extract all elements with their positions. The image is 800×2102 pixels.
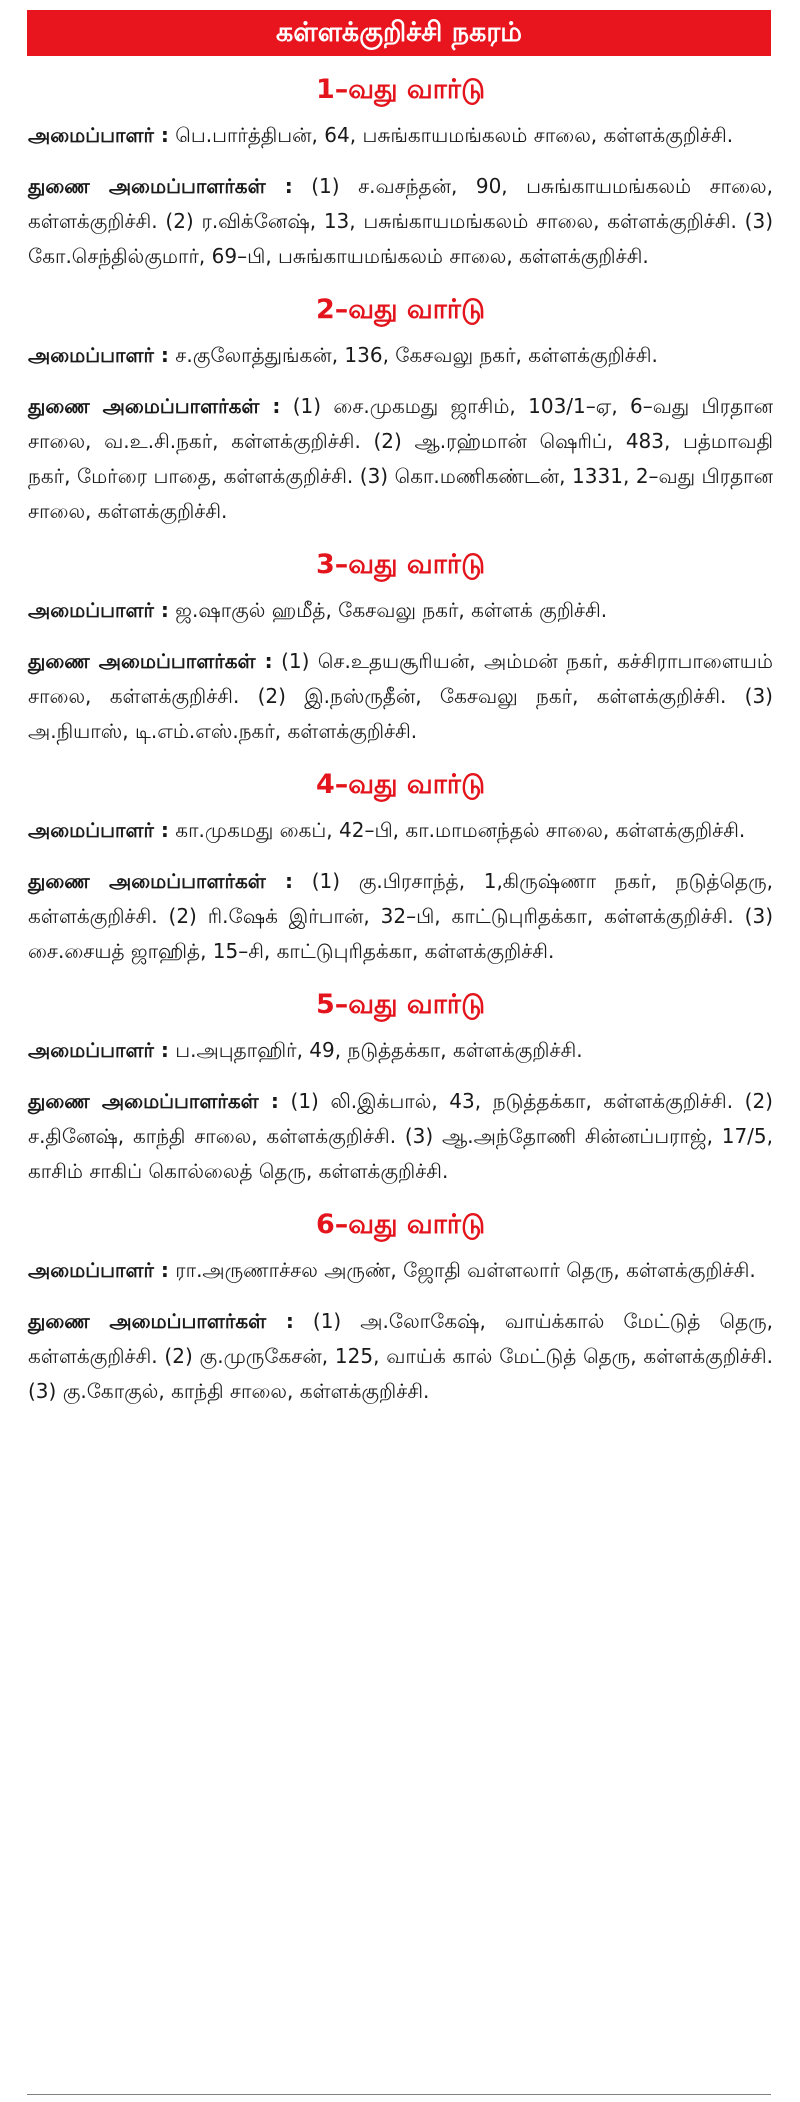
deputies-entry bbox=[28, 644, 773, 749]
organizer-details: ப.அபுதாஹிர், 49, நடுத்தக்கா, கள்ளக்குறிச்சி. bbox=[175, 1038, 583, 1062]
organizer-label: அமைப்பாளர் : bbox=[28, 1258, 169, 1282]
organizer-entry bbox=[28, 593, 773, 628]
organizer-entry bbox=[28, 813, 773, 848]
deputies-details: (1) ச.வசந்தன், 90, பசுங்காயமங்கலம் சாலை, கள்ளக்குறிச்சி. (2) ர.விக்னேஷ், 13, பசுங்காயமங்கலம் சாலை, கள்ளக்குறிச்சி. (3) கோ.செந்தில்குமார், 69–பி, பசுங்காயமங்கலம் சாலை, கள்ளக்குறிச்சி. bbox=[28, 174, 773, 268]
deputies-details: (1) செ.உதயசூரியன், அம்மன் நகர், கச்சிராபாளையம் சாலை, கள்ளக்குறிச்சி. (2) இ.நஸ்ருதீன், கேசவலு நகர், கள்ளக்குறிச்சி. (3) அ.நியாஸ், டி.எம்.எஸ்.நகர், கள்ளக்குறிச்சி. bbox=[28, 649, 773, 743]
organizer-entry bbox=[28, 338, 773, 373]
deputies-details: (1) சை.முகமது ஜாசிம், 103/1–ஏ, 6–வது பிரதான சாலை, வ.உ.சி.நகர், கள்ளக்குறிச்சி. (2) ஆ.ரஹ்மான் ஷெரிப், 483, பத்மாவதி நகர், மேர்ரை பாதை, கள்ளக்குறிச்சி. (3) கொ.மணிகண்டன், 1331, 2–வது பிரதான சாலை, கள்ளக்குறிச்சி. bbox=[28, 394, 774, 523]
deputies-entry bbox=[28, 864, 773, 969]
ward-2 bbox=[28, 290, 773, 529]
ward-1 bbox=[28, 70, 773, 274]
deputies-label: துணை அமைப்பாளர்கள் : bbox=[28, 649, 273, 673]
deputies-entry bbox=[28, 1084, 773, 1189]
organizer-label: அமைப்பாளர் : bbox=[28, 123, 169, 147]
organizer-details: ச.குலோத்துங்கன், 136, கேசவலு நகர், கள்ளக்குறிச்சி. bbox=[175, 343, 658, 367]
ward-4 bbox=[28, 765, 773, 969]
deputies-details: (1) அ.லோகேஷ், வாய்க்கால் மேட்டுத் தெரு, கள்ளக்குறிச்சி. (2) கு.முருகேசன், 125, வாய்க் கால் மேட்டுத் தெரு, கள்ளக்குறிச்சி. (3) கு.கோகுல், காந்தி சாலை, கள்ளக்குறிச்சி. bbox=[28, 1309, 773, 1403]
deputies-label: துணை அமைப்பாளர்கள் : bbox=[28, 394, 281, 418]
ward-5 bbox=[28, 985, 773, 1189]
organizer-details: ஜ.ஷாகுல் ஹமீத், கேசவலு நகர், கள்ளக் குறிச்சி. bbox=[175, 598, 608, 622]
ward-title: 3–வது வார்டு bbox=[315, 549, 486, 580]
deputies-details: (1) லி.இக்பால், 43, நடுத்தக்கா, கள்ளக்குறிச்சி. (2) ச.தினேஷ், காந்தி சாலை, கள்ளக்குறிச்சி. (3) ஆ.அந்தோணி சின்னப்பராஜ், 17/5, காசிம் சாகிப் கொல்லைத் தெரு, கள்ளக்குறிச்சி. bbox=[28, 1089, 773, 1183]
deputies-label: துணை அமைப்பாளர்கள் : bbox=[28, 1309, 294, 1333]
ward-3 bbox=[28, 545, 773, 749]
deputies-label: துணை அமைப்பாளர்கள் : bbox=[28, 869, 294, 893]
ward-title: 4–வது வார்டு bbox=[315, 769, 486, 800]
deputies-entry bbox=[28, 169, 773, 274]
organizer-label: அமைப்பாளர் : bbox=[28, 818, 169, 842]
organizer-details: பெ.பார்த்திபன், 64, பசுங்காயமங்கலம் சாலை, கள்ளக்குறிச்சி. bbox=[175, 123, 734, 147]
wards-list bbox=[28, 66, 773, 1425]
organizer-label: அமைப்பாளர் : bbox=[28, 343, 169, 367]
ward-title: 5–வது வார்டு bbox=[315, 989, 486, 1020]
ward-title: 2–வது வார்டு bbox=[315, 294, 486, 325]
ward-6 bbox=[28, 1205, 773, 1409]
organizer-entry bbox=[28, 118, 773, 153]
organizer-details: கா.முகமது கைப், 42–பி, கா.மாமனந்தல் சாலை, கள்ளக்குறிச்சி. bbox=[175, 818, 746, 842]
deputies-details: (1) கு.பிரசாந்த், 1,கிருஷ்ணா நகர், நடுத்தெரு, கள்ளக்குறிச்சி. (2) ரி.ஷேக் இர்பான், 32–பி, காட்டுபுரிதக்கா, கள்ளக்குறிச்சி. (3) சை.சையத் ஜாஹித், 15–சி, காட்டுபுரிதக்கா, கள்ளக்குறிச்சி. bbox=[28, 869, 773, 963]
ward-title: 6–வது வார்டு bbox=[315, 1209, 486, 1240]
organizer-details: ரா.அருணாச்சல அருண், ஜோதி வள்ளலார் தெரு, கள்ளக்குறிச்சி. bbox=[175, 1258, 756, 1282]
ward-title: 1–வது வார்டு bbox=[315, 74, 486, 105]
bottom-rule bbox=[27, 2094, 771, 2095]
deputies-entry bbox=[28, 1304, 773, 1409]
deputies-entry bbox=[28, 389, 773, 529]
organizer-entry bbox=[28, 1033, 773, 1068]
section-banner: கள்ளக்குறிச்சி நகரம் bbox=[27, 10, 771, 56]
organizer-label: அமைப்பாளர் : bbox=[28, 598, 169, 622]
organizer-label: அமைப்பாளர் : bbox=[28, 1038, 169, 1062]
deputies-label: துணை அமைப்பாளர்கள் : bbox=[28, 1089, 279, 1113]
organizer-entry bbox=[28, 1253, 773, 1288]
deputies-label: துணை அமைப்பாளர்கள் : bbox=[28, 174, 293, 198]
